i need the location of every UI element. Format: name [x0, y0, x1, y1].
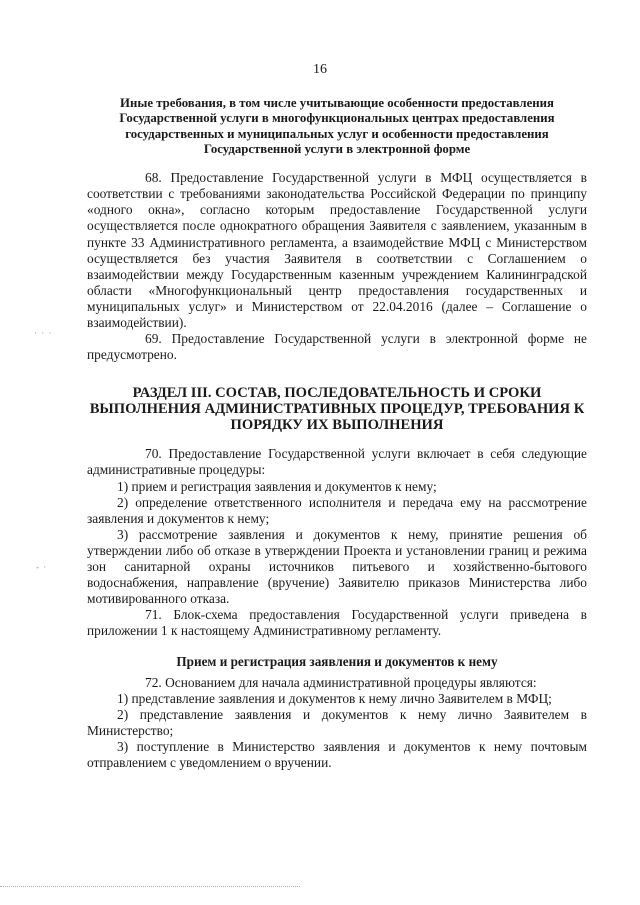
scan-margin-mark: · · ·: [34, 328, 53, 338]
section-heading: РАЗДЕЛ III. СОСТАВ, ПОСЛЕДОВАТЕЛЬНОСТЬ И СРОКИ ВЫПОЛНЕНИЯ АДМИНИСТРАТИВНЫХ ПРОЦЕДУР, ТРЕБОВАНИЯ К ПОРЯДКУ ИХ ВЫПОЛНЕНИЯ: [89, 385, 585, 434]
paragraph-69: 69. Предоставление Государственной услуги в электронной форме не предусмотрено.: [87, 331, 587, 363]
procedure-item: 2) определение ответственного исполнителя и передача ему на рассмотрение заявления и документов к нему;: [87, 494, 587, 526]
scan-margin-mark: - ·: [36, 562, 48, 572]
procedure-item: 3) рассмотрение заявления и документов к нему, принятие решения об утверждении либо об отказе в утверждении Проекта и установлении границ и режима зон санитарной охраны источников питьевого и хозяйственно-бытового водоснабжения, направление (вручение) Заявителю приказов Министерства либо мотивированного отказа.: [87, 526, 587, 607]
paragraph-68: 68. Предоставление Государственной услуги в МФЦ осуществляется в соответствии с требованиями законодательства Российской Федерации по принципу «одного окна», согласно которым предоставление Государственной услуги осуществляется после однократного обращения Заявителя с заявлением, указанным в пункте 33 Административного регламента, а взаимодействие МФЦ с Министерством осуществляется без участия Заявителя в соответствии с Соглашением о взаимодействии между Государственным казенным учреждением Калининградской области «Многофункциональный центр предоставления государственных и муниципальных услуг» и Министерством от 22.04.2016 (далее – Соглашение о взаимодействии).: [87, 170, 587, 331]
page-number: 16: [313, 62, 327, 77]
ground-item: 1) представление заявления и документов к нему лично Заявителем в МФЦ;: [117, 690, 552, 706]
scan-bottom-mark: [0, 883, 300, 887]
document-body: [87, 96, 587, 771]
paragraph-72: 72. Основанием для начала административной процедуры являются:: [145, 674, 537, 690]
subsection-heading: Иные требования, в том числе учитывающие особенности предоставления Государственной услуги в многофункциональных центрах предоставления государственных и муниципальных услуг и особенности предоставления Государственной услуги в электронной форме: [119, 96, 555, 156]
ground-item: 3) поступление в Министерство заявления и документов к нему почтовым отправлением с уведомлением о вручении.: [87, 738, 587, 770]
paragraph-71: 71. Блок-схема предоставления Государственной услуги приведена в приложении 1 к настоящему Административному регламенту.: [87, 607, 587, 639]
paragraph-70: 70. Предоставление Государственной услуги включает в себя следующие административные процедуры:: [87, 446, 587, 478]
ground-item: 2) представление заявления и документов к нему лично Заявителем в Министерство;: [87, 706, 587, 738]
procedure-item: 1) прием и регистрация заявления и документов к нему;: [117, 478, 437, 494]
minor-heading: Прием и регистрация заявления и документов к нему: [176, 654, 498, 670]
